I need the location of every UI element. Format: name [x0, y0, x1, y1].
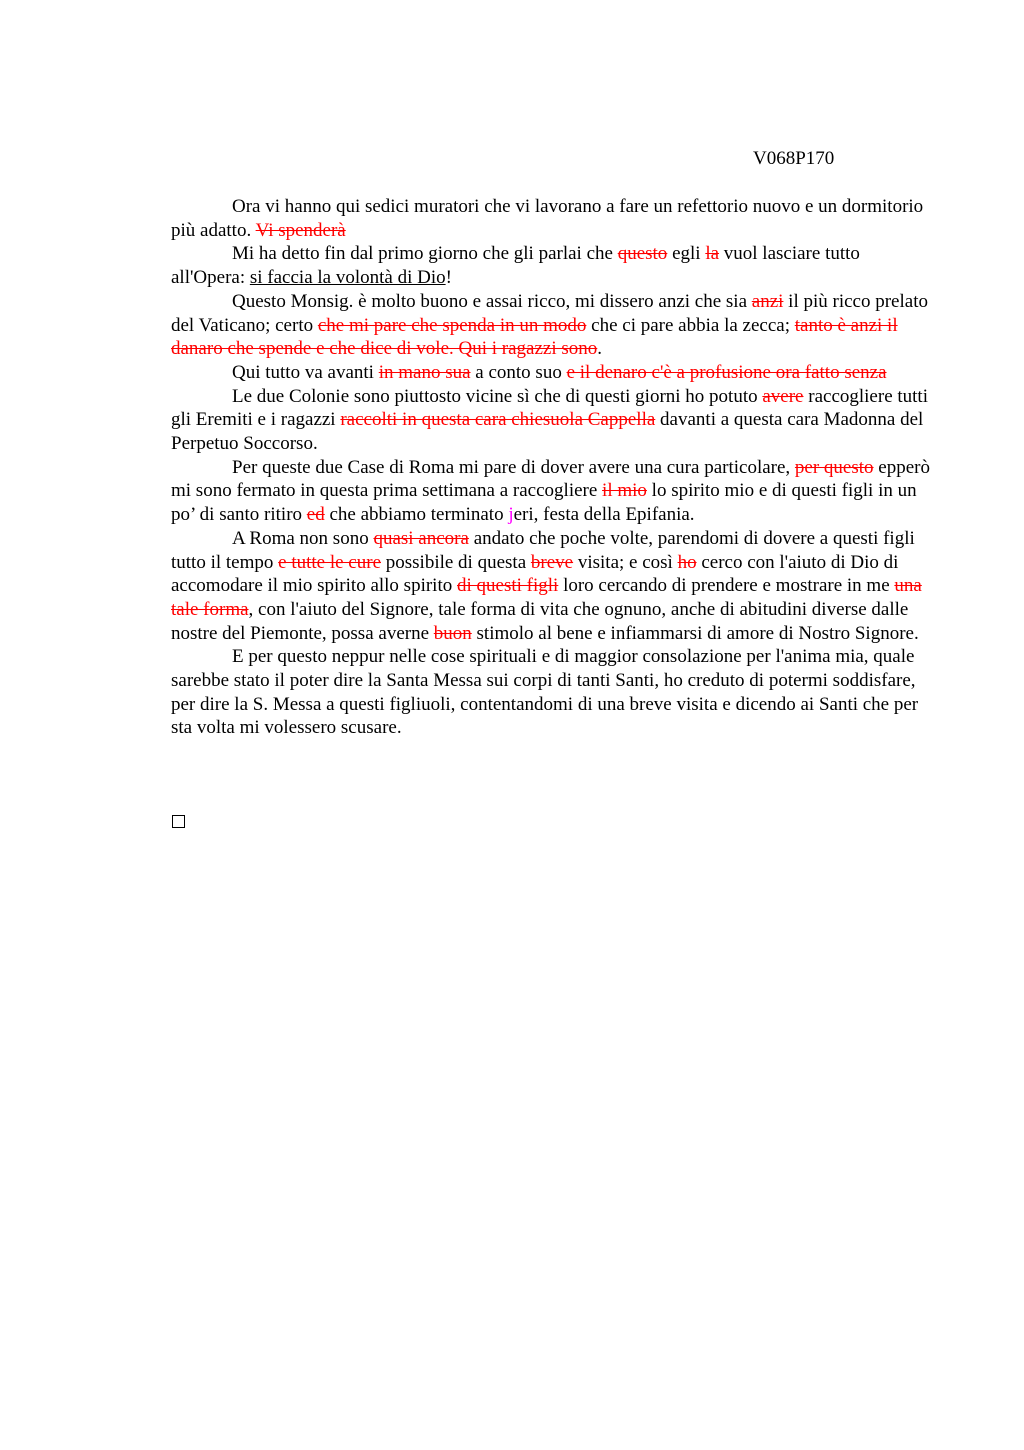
- text-segment: Qui tutto va avanti: [232, 361, 379, 383]
- text-segment: E per questo neppur nelle cose spirituali e di maggior consolazione per l'anima mia, quale sarebbe stato il poter dire la Santa Messa sui corpi di tanti Santi, ho creduto di potermi soddisfare, per dire la S. Messa a questi figliuoli, contentandomi di una breve visita e dicendo ai Santi che per sta volta mi volessero scusare.: [171, 646, 919, 739]
- text-segment: Le due Colonie sono piuttosto vicine sì che di questi giorni ho potuto: [232, 385, 763, 407]
- deleted-text: per questo: [794, 456, 874, 478]
- text-segment: vuol lasciare tutto all'Opera:: [171, 243, 860, 289]
- text-segment: cerco con l'aiuto di Dio di accomodare il mio spirito allo spirito: [171, 551, 899, 597]
- deleted-text: raccolti in questa cara chiesuola Cappella: [340, 409, 656, 431]
- deleted-text: e il denaro c'è a profusione ora fatto senza: [566, 361, 887, 383]
- text-segment: andato che poche volte, parendomi di dovere a questi figli tutto il tempo: [171, 527, 915, 573]
- underlined-text: si faccia la volontà di Dio: [249, 267, 446, 289]
- deleted-text: quasi ancora: [373, 527, 469, 549]
- text-segment: Mi ha detto fin dal primo giorno che gli parlai che: [232, 243, 618, 265]
- deleted-text: questo: [617, 243, 668, 265]
- text-segment: Ora vi hanno qui sedici muratori che vi lavorano a fare un refettorio nuovo e un dormitorio più adatto.: [171, 196, 924, 241]
- deleted-text: una tale forma: [171, 575, 922, 620]
- text-segment: eri, festa della Epifania.: [513, 504, 695, 526]
- paragraph: [171, 527, 931, 646]
- deleted-text: anzi: [751, 290, 784, 312]
- text-segment: che ci pare abbia la zecca;: [586, 314, 795, 336]
- paragraph: [171, 645, 931, 740]
- paragraph: [171, 385, 931, 456]
- text-segment: , con l'aiuto del Signore, tale forma di vita che ognuno, anche di abitudini diverse dalle nostre del Piemonte, possa averne: [171, 598, 909, 644]
- paragraph: [171, 290, 931, 361]
- text-segment: egli: [667, 243, 706, 265]
- text-segment: lo spirito mio e di questi figli in un po’ di santo ritiro: [171, 480, 917, 526]
- deleted-text: buon: [433, 622, 472, 644]
- deleted-text: avere: [762, 385, 804, 407]
- text-segment: visita; e così: [573, 551, 678, 573]
- deleted-text: tanto è anzi il danaro che spende e che dice di vole. Qui i ragazzi sono: [171, 314, 898, 360]
- deleted-text: Vi spenderà: [255, 219, 346, 241]
- deleted-text: ed: [306, 504, 325, 526]
- paragraph: [171, 242, 931, 289]
- letter-body: [171, 195, 931, 740]
- text-segment: epperò mi sono fermato in questa prima settimana a raccogliere: [171, 456, 930, 502]
- text-segment: Questo Monsig. è molto buono e assai ricco, mi dissero anzi che sia: [232, 290, 752, 312]
- text-segment: loro cercando di prendere e mostrare in me: [558, 575, 895, 597]
- deleted-text: la: [705, 243, 720, 265]
- text-segment: il più ricco prelato del Vaticano; certo: [171, 290, 928, 336]
- page-identifier: V068P170: [753, 148, 835, 169]
- deleted-text: il mio: [602, 480, 647, 502]
- text-segment: stimolo al bene e infiammarsi di amore di Nostro Signore.: [471, 622, 919, 644]
- text-segment: Per queste due Case di Roma mi pare di dover avere una cura particolare,: [232, 456, 795, 478]
- text-segment: .: [597, 338, 603, 360]
- text-segment: A Roma non sono: [232, 527, 374, 549]
- deleted-text: in mano sua: [378, 361, 471, 383]
- checkbox-icon: [172, 815, 185, 828]
- text-segment: davanti a questa cara Madonna del Perpetuo Soccorso.: [171, 409, 924, 455]
- deleted-text: ho: [677, 551, 697, 573]
- text-segment: possibile di questa: [381, 551, 531, 573]
- deleted-text: breve: [530, 551, 574, 573]
- text-segment: a conto suo: [470, 361, 567, 383]
- paragraph: [171, 195, 931, 242]
- text-segment: raccogliere tutti gli Eremiti e i ragazzi: [171, 385, 928, 431]
- paragraph: [171, 361, 931, 385]
- text-segment: !: [445, 267, 452, 289]
- text-segment: che abbiamo terminato: [324, 504, 509, 526]
- paragraph: [171, 456, 931, 527]
- deleted-text: e tutte le cure: [278, 551, 381, 573]
- deleted-text: di questi figli: [457, 575, 559, 597]
- inserted-text: j: [508, 504, 514, 526]
- deleted-text: che mi pare che spenda in un modo: [317, 314, 587, 336]
